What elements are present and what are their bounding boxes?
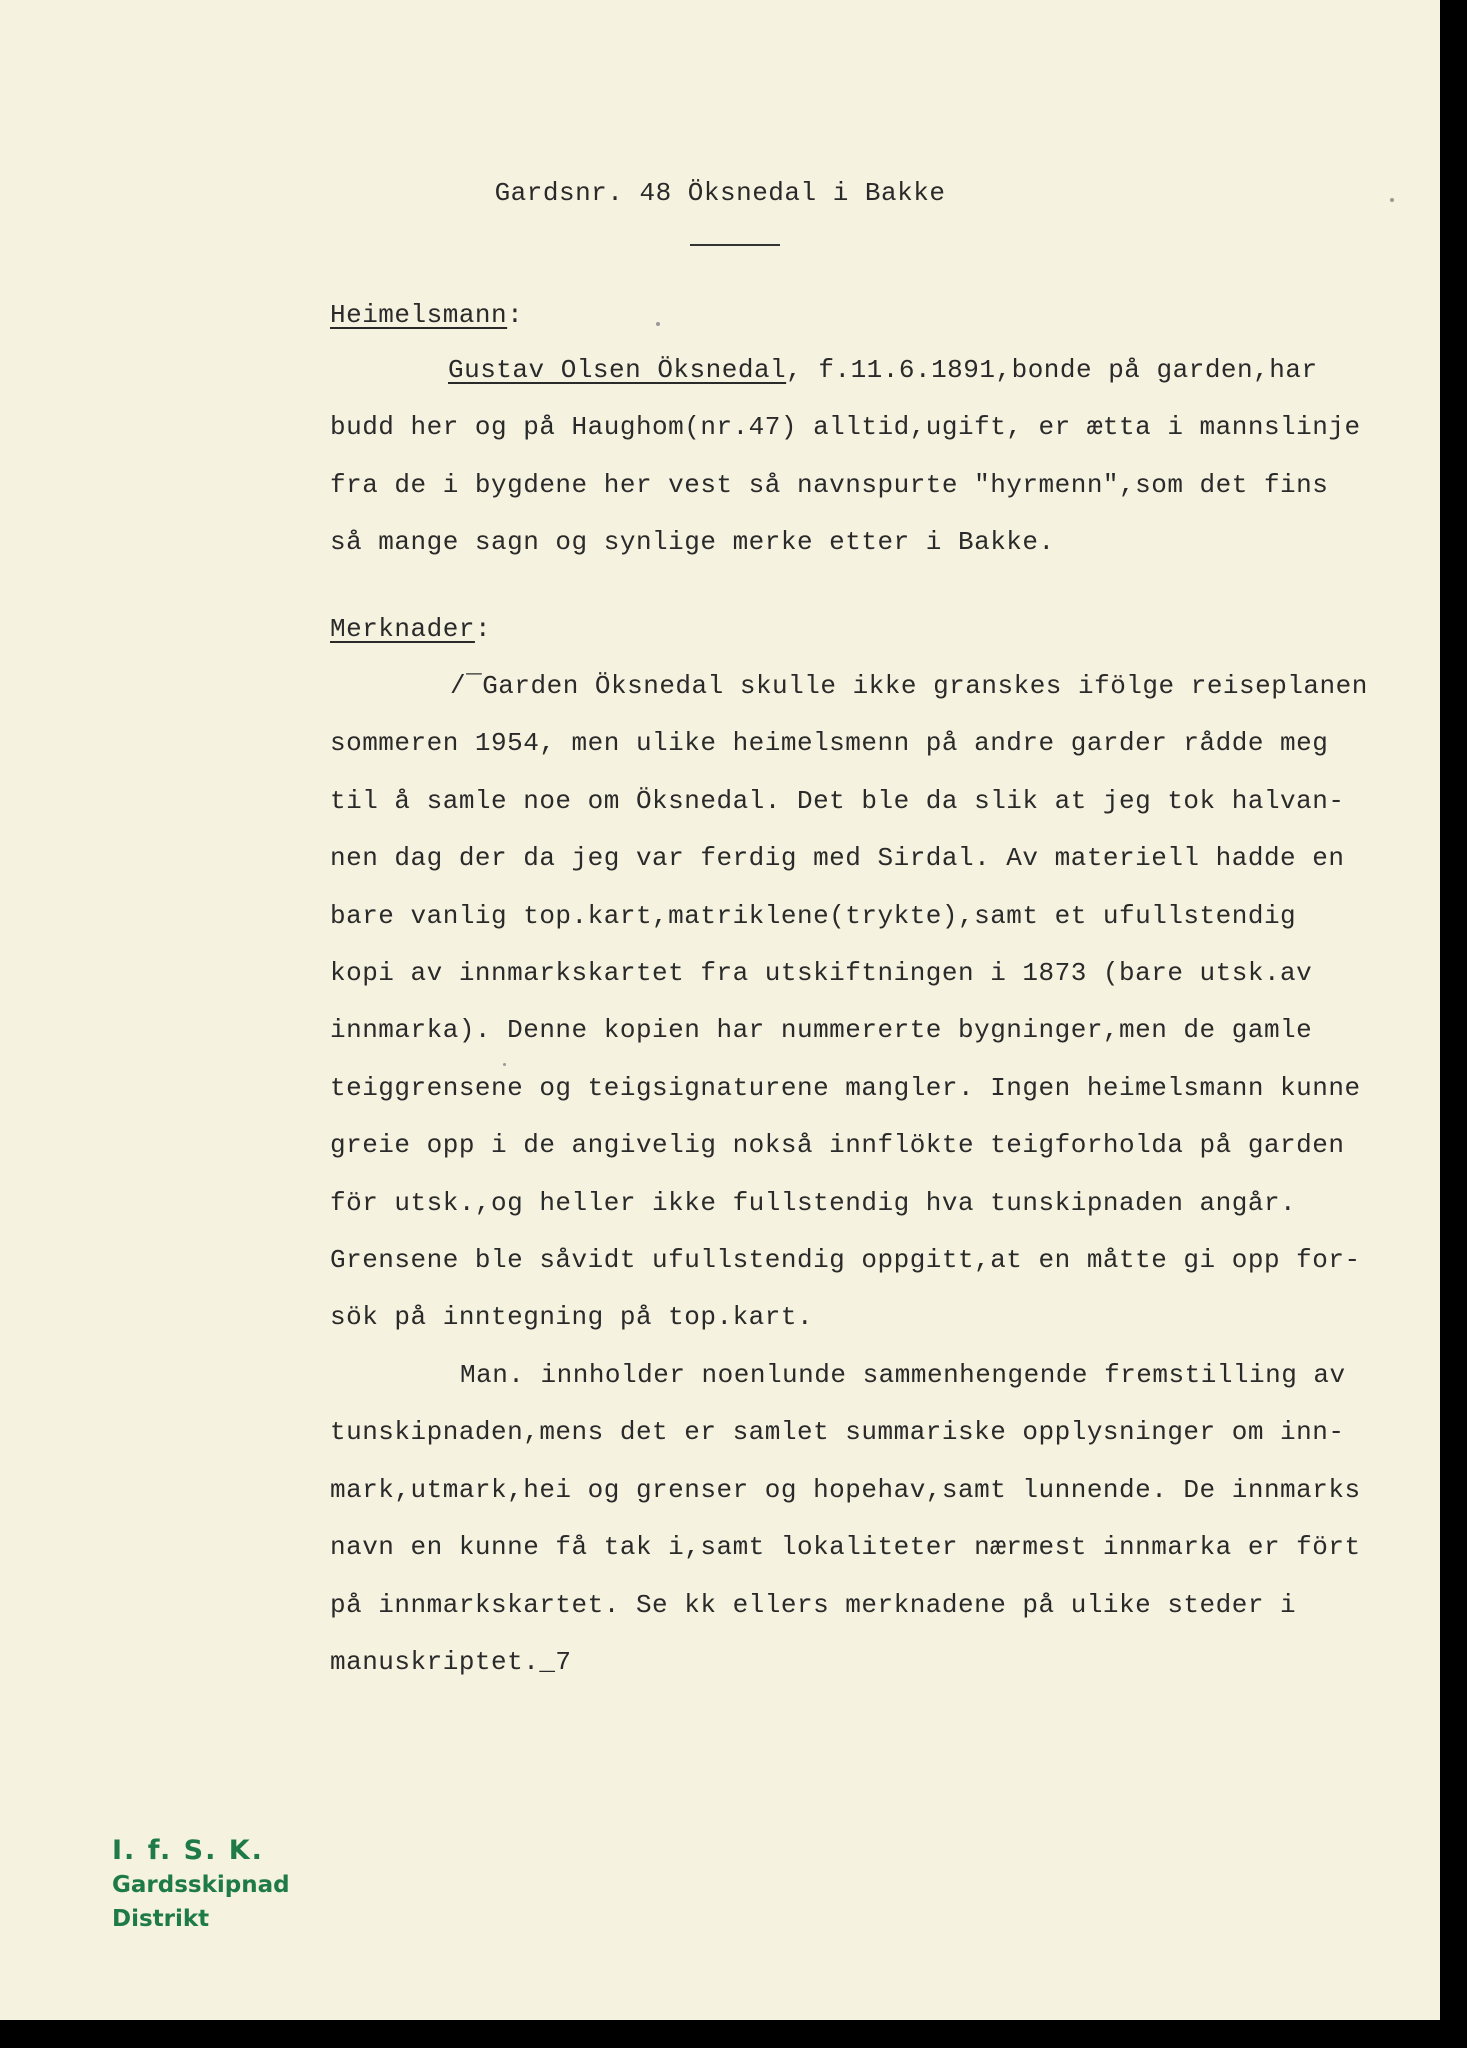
heimelsmann-heading-colon: : bbox=[507, 300, 524, 330]
heimelsmann-first-line bbox=[330, 342, 1430, 399]
paper-speck bbox=[1390, 198, 1394, 202]
heimelsmann-heading bbox=[330, 300, 523, 330]
paper-speck bbox=[503, 1063, 506, 1066]
institution-stamp bbox=[112, 1834, 290, 1936]
title-underline bbox=[690, 244, 780, 246]
stamp-line-1: I. f. S. K. bbox=[112, 1835, 264, 1866]
heimelsmann-heading-label: Heimelsmann bbox=[330, 300, 508, 330]
merknader-heading-colon: : bbox=[474, 614, 492, 644]
merknader-paragraph-2: Man. innholder noenlunde sammenhengende fremstilling av tunskipnaden,mens det er samlet summariske opplysninger om inn- mark,utmark,hei og grenser og hopehav,samt lunnende. De innmarks navn en kunne få tak i,samt lokaliteter nærmest innmarka er fört på innmarkskartet. Se kk ellers merknadene på ulike steder i manuskriptet._7 bbox=[330, 1360, 1361, 1678]
merknader-paragraph-1: /‾Garden Öksnedal skulle ikke granskes ifölge reiseplanen sommeren 1954, men ulike heimelsmenn på andre garder rådde meg til å samle noe om Öksnedal. Det ble da slik at jeg tok halvan- nen dag der da jeg var ferdig med Sirdal. Av materiell hadde en bare vanlig top.kart,matriklene(trykte),samt et ufullstendig kopi av innmarkskartet fra utskiftningen i 1873 (bare utsk.av innmarka). Denne kopien har nummererte bygninger,men de gamle teiggrensene og teigsignaturene mangler. Ingen heimelsmann kunne greie opp i de angivelig nokså innflökte teigforholda på garden för utsk.,og heller ikke fullstendig hva tunskipnaden angår. Grensene ble såvidt ufullstendig oppgitt,at en måtte gi opp for- sök på inntegning på top.kart. bbox=[330, 671, 1368, 1333]
stamp-line-3: Distrikt bbox=[112, 1906, 210, 1932]
stamp-line-2: Gardsskipnad bbox=[112, 1872, 290, 1898]
merknader-heading-label: Merknader bbox=[330, 614, 475, 644]
document-title: Gardsnr. 48 Öksnedal i Bakke bbox=[494, 178, 946, 208]
heimelsmann-paragraph bbox=[330, 342, 1430, 572]
paper-speck bbox=[656, 322, 660, 326]
heimelsmann-details: , f.11.6.1891,bonde på garden,har bbox=[786, 355, 1318, 385]
heimelsmann-name: Gustav Olsen Öksnedal bbox=[448, 355, 787, 385]
heimelsmann-text: budd her og på Haughom(nr.47) alltid,ugift, er ætta i mannslinje fra de i bygdene her vest så navnspurte "hyrmenn",som det fins så mange sagn og synlige merke etter i Bakke. bbox=[330, 412, 1361, 558]
merknader-heading bbox=[330, 614, 491, 644]
